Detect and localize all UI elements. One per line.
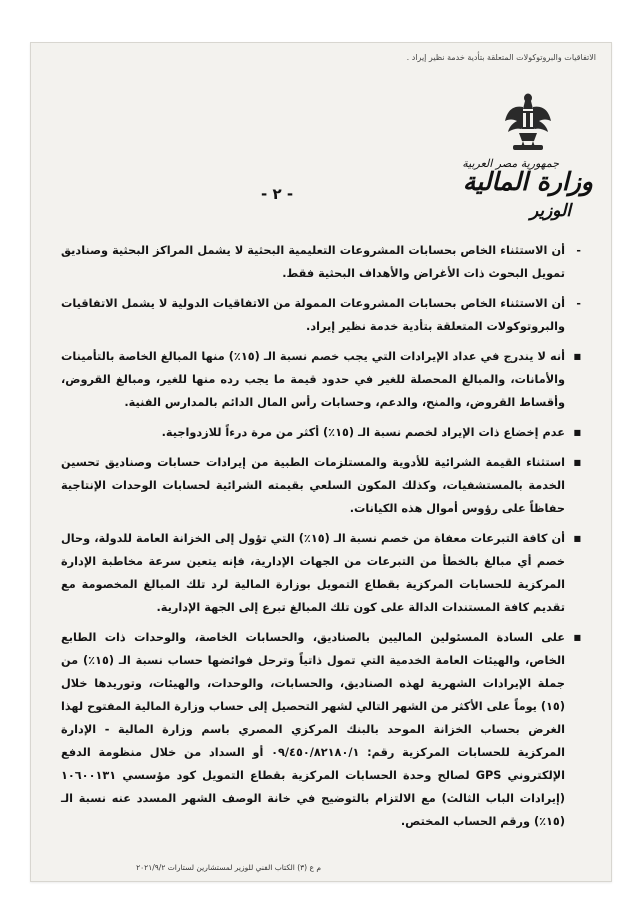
list-item xyxy=(61,451,581,520)
footer-note: م ع (٣) الكتاب الفني للوزير لمستشارين لستارات ٢٠٢١/٩/٢ xyxy=(136,863,321,872)
item-text: أنه لا يندرج في عداد الإيرادات التي يجب خصم نسبة الـ (١٥٪) منها المبالغ الخاصة بالتأمينات والأمانات، والمبالغ المحصلة للغير في حدود قيمة ما يجب رده منها للغير، ومبالغ القروض، وأقساط القروض، والمنح، والدعم، وحسابات رأس المال الدائم بالمدارس الفنية. xyxy=(61,350,565,409)
header-note: الاتفاقيات والبروتوكولات المتعلقة بتأدية خدمة نظير إيراد . xyxy=(406,53,596,62)
bullet-square: ■ xyxy=(573,633,581,642)
bullet-dash: - xyxy=(576,297,581,310)
item-text: على السادة المسئولين الماليين بالصناديق، والحسابات الخاصة، والوحدات ذات الطابع الخاص، والهيئات العامة الخدمية التي تمول ذاتياً وترحل فوائضها حساب نسبة الـ (١٥٪) من جملة الإيرادات الشهرية لهذه الصناديق، والحسابات، والوحدات، والهيئات، وتوريدها خلال (١٥) يوماً على الأكثر من الشهر التالي لشهر التحصيل إلى حساب وزارة المالية المفتوح لهذا الغرض بحساب الخزانة الموحد بالبنك المركزي المصري باسم وزارة المالية - الإدارة المركزية للحسابات المركزية رقم: ٠٩/٤٥٠/٨٢١٨٠/١ أو السداد من خلال منظومة الدفع الإلكتروني GPS لصالح وحدة الحسابات المركزية بقطاع التمويل كود مؤسسي ١٠٦٠٠١٣١ (إيرادات الباب الثالث) مع الالتزام بالتوضيح في خانة الوصف الشهر المسدد عنه نسبة الـ (١٥٪) ورقم الحساب المختص. xyxy=(61,631,565,828)
bullet-square: ■ xyxy=(573,534,581,543)
page-number: - ٢ - xyxy=(261,185,294,203)
list-item xyxy=(61,527,581,619)
list-item xyxy=(61,345,581,414)
list-item xyxy=(61,626,581,833)
list-item xyxy=(61,421,581,444)
ministry-label: وزارة المالية xyxy=(462,167,593,196)
bullet-square: ■ xyxy=(573,352,581,361)
bullet-square: ■ xyxy=(573,428,581,437)
item-text: أن الاستثناء الخاص بحسابات المشروعات الممولة من الاتفاقيات الدولية لا يشمل الاتفاقيات والبروتوكولات المتعلقة بتأدية خدمة نظير إيراد. xyxy=(61,297,565,333)
bullet-square: ■ xyxy=(573,458,581,467)
list-item xyxy=(61,292,581,338)
item-text: أن كافة التبرعات معفاة من خصم نسبة الـ (١٥٪) التي تؤول إلى الخزانة العامة للدولة، وحال خصم أي مبالغ بالخطأ من التبرعات من الجهات الإدارية، فإنه يتعين سرعة مخاطبة الإدارة المركزية للحسابات المركزية بقطاع التمويل بوزارة المالية لرد تلك المبالغ المخصومة مع تقديم كافة المستندات الدالة على كون تلك المبالغ تبرع إلى الجهة الإدارية. xyxy=(61,532,565,614)
item-text: عدم إخضاع ذات الإيراد لخصم نسبة الـ (١٥٪) أكثر من مرة درءاً للازدواجية. xyxy=(161,426,565,439)
items-list xyxy=(61,239,581,840)
document-page xyxy=(30,42,612,882)
eagle-emblem-icon xyxy=(503,89,553,151)
item-text: استثناء القيمة الشرائية للأدوية والمستلزمات الطبية من إيرادات حسابات وصناديق تحسين الخدمة بالمستشفيات، وكذلك المكون السلعي بقيمته الشرائية لحسابات الوحدات الإنتاجية حفاظاً على رؤوس أموال هذه الكيانات. xyxy=(61,456,565,515)
minister-label: الوزير xyxy=(529,201,571,221)
republic-label: جمهورية مصر العربية xyxy=(462,157,559,170)
item-text: أن الاستثناء الخاص بحسابات المشروعات التعليمية البحثية لا يشمل المراكز البحثية وصناديق تمويل البحوث ذات الأغراض والأهداف البحثية فقط. xyxy=(61,244,565,280)
list-item xyxy=(61,239,581,285)
bullet-dash: - xyxy=(576,244,581,257)
